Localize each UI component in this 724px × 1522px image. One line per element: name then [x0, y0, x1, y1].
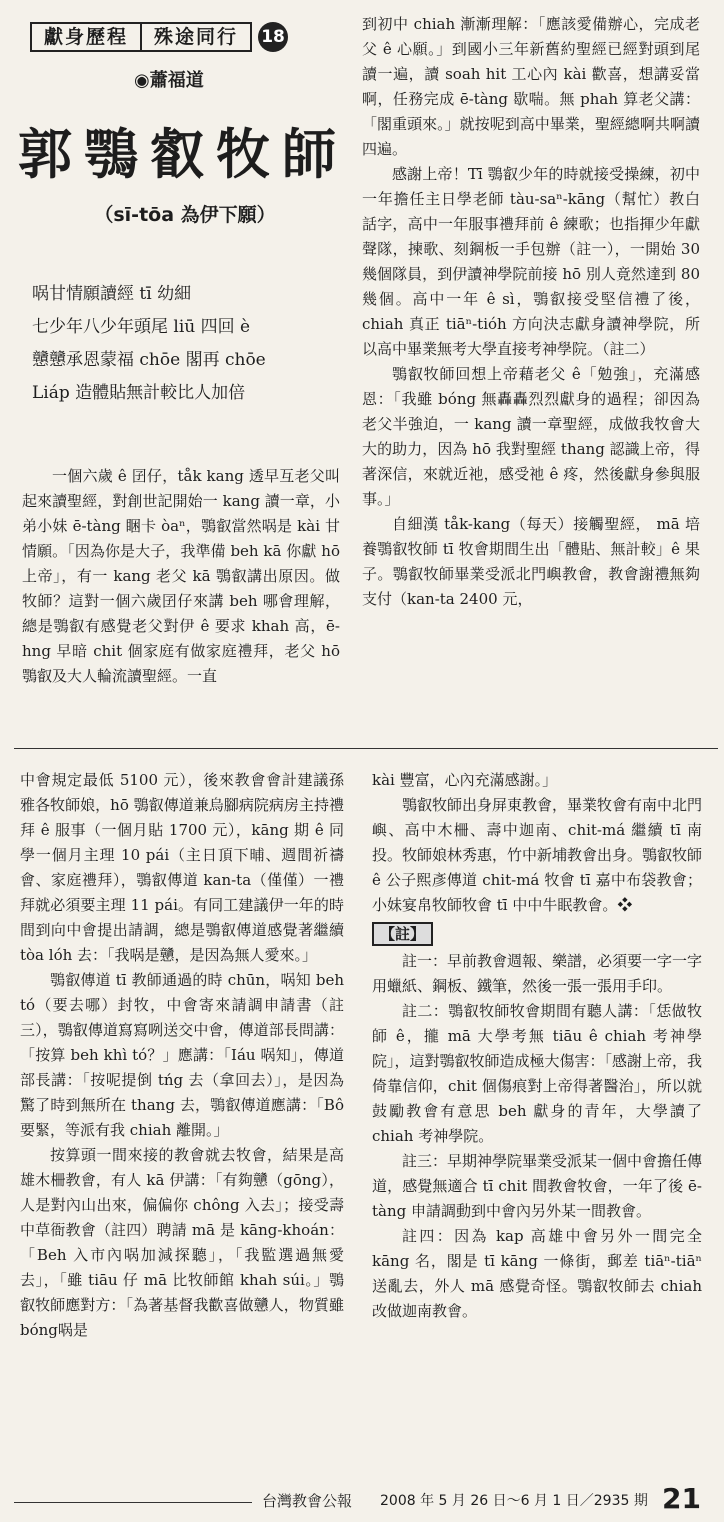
notes-heading: 【註】	[372, 922, 433, 946]
poem-line: 戇戇承恩蒙福 chōe 閣再 chōe	[32, 350, 266, 370]
poem	[32, 278, 342, 410]
series-number: 18	[258, 22, 288, 52]
footer-rule	[14, 1502, 252, 1503]
page-footer	[0, 1482, 724, 1518]
column-left-bottom	[20, 768, 344, 1343]
column-right-bottom	[372, 768, 702, 1324]
paragraph: 自細漢 tåk-kang（每天）接觸聖經， mā 培養鶚叡牧師 tī 牧會期間生出「體貼、無計較」ê 果子。鶚叡牧師畢業受派北門嶼教會，教會謝禮無夠支付（kan-ta 2400 元，	[362, 515, 700, 608]
paragraph: 鶚叡牧師回想上帝藉老父 ê「勉強」，充滿感恩：「我雖 bóng 無轟轟烈烈獻身的過程；卻因為老父半強迫，一 kang 讀一章聖經，成做我牧會大大的助力，因為 hō 我對聖經 thang 認識上帝，得著深信，來就近祂，感受祂 ê 疼，然後獻身參與服事。」	[362, 365, 700, 508]
series-label-b: 殊途同行	[140, 22, 252, 52]
page-number: 21	[662, 1482, 701, 1515]
issue-date: 2008 年 5 月 26 日～6 月 1 日／2935 期	[380, 1493, 648, 1509]
paragraph: 鶚叡傳道 tī 教師通過的時 chūn，㖞知 beh tó（要去哪）封牧，中會寄來請調申請書（註三），鶚叡傳道寫寫咧送交中會，傳道部長問講：「按算 beh khì tó？」應講：「Iáu 㖞知」，傳道部長講：「按呢提倒 tńg 去（拿回去）」，是因為驚了時到無所在 thang 去，鶚叡傳道應講：「Bô 要緊，等派有我 chiah 離開。」	[20, 971, 344, 1139]
article-subtitle: （sī-tōa 為伊下願）	[94, 204, 276, 226]
poem-line: 七少年八少年頭尾 liū 四回 è	[32, 317, 251, 337]
poem-line: Liáp 造體貼無計較比人加倍	[32, 383, 246, 403]
note-item: 註四：因為 kap 高雄中會另外一間完全 kāng 名，閣是 tī kāng 一條街，郵差 tiāⁿ-tiāⁿ 送亂去，外人 mā 感覺奇怪。鶚叡牧師去 chiah 改做迦南教會。	[372, 1227, 702, 1320]
paragraph: kài 豐富，心內充滿感謝。」	[372, 771, 558, 789]
article-title: 郭鶚叡牧師	[18, 123, 348, 186]
paragraph: 按算頭一間來接的教會就去牧會，結果是高雄木柵教會，有人 kā 伊講：「有夠戇（gōng），人是對內山出來，偏偏你 chông 入去」；接受壽中草衙教會（註四）聘請 mā 是 kāng-khoán：「Beh 入市內㖞加減探聽」，「我監選過無愛去」，「雖 tiāu 仔 mā 比牧師館 khah súi。」鶚叡牧師應對方：「為著基督我歡喜做戇人，物質雖 bóng㖞是	[20, 1146, 344, 1339]
note-item: 註一：早前教會週報、樂譜，必須要一字一字用蠟紙、鋼板、鐵筆，然後一張一張用手印。	[372, 952, 703, 995]
paragraph: 到初中 chiah 漸漸理解：「應該愛備辦心，完成老父 ê 心願。」到國小三年新舊約聖經已經對頭到尾讀一遍，讀 soah hit 工心內 kài 歡喜，想講妥當啊，任務完成 ē-tàng 歇喘。無 phah 算老父講：「閣重頭來。」就按呢到高中畢業，聖經總啊共啊讀四遍。	[362, 15, 700, 158]
column-left-top	[22, 464, 340, 689]
section-divider	[14, 748, 718, 749]
notes-heading-row	[372, 922, 702, 947]
series-badge	[30, 22, 312, 52]
paragraph: 鶚叡牧師出身屏東教會，畢業牧會有南中北門嶼、高中木柵、壽中迦南、chit-má 繼續 tī 南投。牧師娘林秀惠，竹中新埔教會出身。鶚叡牧師 ê 公子熙彥傳道 chit-má 牧會 tī 嘉中布袋教會；小妹宴帛牧師牧會 tī 中中牛眠教會。❖	[372, 796, 703, 914]
note-item: 註二：鶚叡牧師牧會期間有聽人講：「恁做牧師 ê，攏 mā 大學考無 tiāu ê chiah 考神學院」，這對鶚叡牧師造成極大傷害：「感謝上帝，我倚靠信仰，chit 個傷痕對上帝得著醫治」，所以就鼓勵教會有意思 beh 獻身的青年，大學讀了 chiah 考神學院。	[372, 1002, 703, 1145]
author-byline: ◉蕭福道	[134, 70, 204, 91]
paragraph: 一個六歲 ê 囝仔，tåk kang 透早互老父叫起來讀聖經，對創世記開始一 kang 讀一章，小弟小妹 ē-tàng 睏卡 òaⁿ，鶚叡當然㖞是 kài 甘情願。「因為你是大子，我準備 beh kā 你獻 hō 上帝」，有一 kang 老父 kā 鶚叡講出原因。做牧師？這對一個六歲囝仔來講 beh 哪會理解，總是鶚叡有感覺老父對伊 ê 要求 khah 高，ē-hng 早暗 chit 個家庭有做家庭禮拜，老父 hō 鶚叡及大人輪流讀聖經。一直	[22, 467, 340, 685]
publication-name: 台灣教會公報	[262, 1492, 353, 1510]
column-right-top	[362, 12, 700, 612]
poem-line: 㖞甘情願讀經 tī 幼細	[32, 284, 192, 304]
paragraph: 感謝上帝！Tī 鶚叡少年的時就接受操練，初中一年擔任主日學老師 tàu-saⁿ-kāng（幫忙）教白話字，高中一年服事禮拜前 ê 練歌；也指揮少年獻聲隊，揀歌、刻鋼板一手包辦（註一），一開始 30 幾個隊員，到伊讀神學院前接 hō 別人竟然達到 80 幾個。高中一年 ê sì，鶚叡接受堅信禮了後，chiah 真正 tiāⁿ-tióh 方向決志獻身讀神學院，所以高中畢業無考大學直接考神學院。（註二）	[362, 165, 700, 358]
note-item: 註三：早期神學院畢業受派某一個中會擔任傳道，感覺無適合 tī chit 間教會牧會，一年了後 ē-tàng 申請調動到中會內另外某一間教會。	[372, 1152, 703, 1220]
paragraph: 中會規定最低 5100 元），後來教會會計建議孫雅各牧師娘，hō 鶚叡傳道兼烏腳病院病房主持禮拜 ê 服事（一個月貼 1700 元），kāng 期 ê 同學一個月主理 10 pái（主日頂下晡、週間祈禱會、家庭禮拜），鶚叡傳道 kan-ta（僅僅）一禮拜就必須要主理 11 pái。有同工建議伊一年的時間到向中會提出請調，總是鶚叡傳道感覺著繼續 tòa lóh 去：「我㖞是戇，是因為無人愛來。」	[20, 771, 344, 964]
series-label-a: 獻身歷程	[30, 22, 142, 52]
